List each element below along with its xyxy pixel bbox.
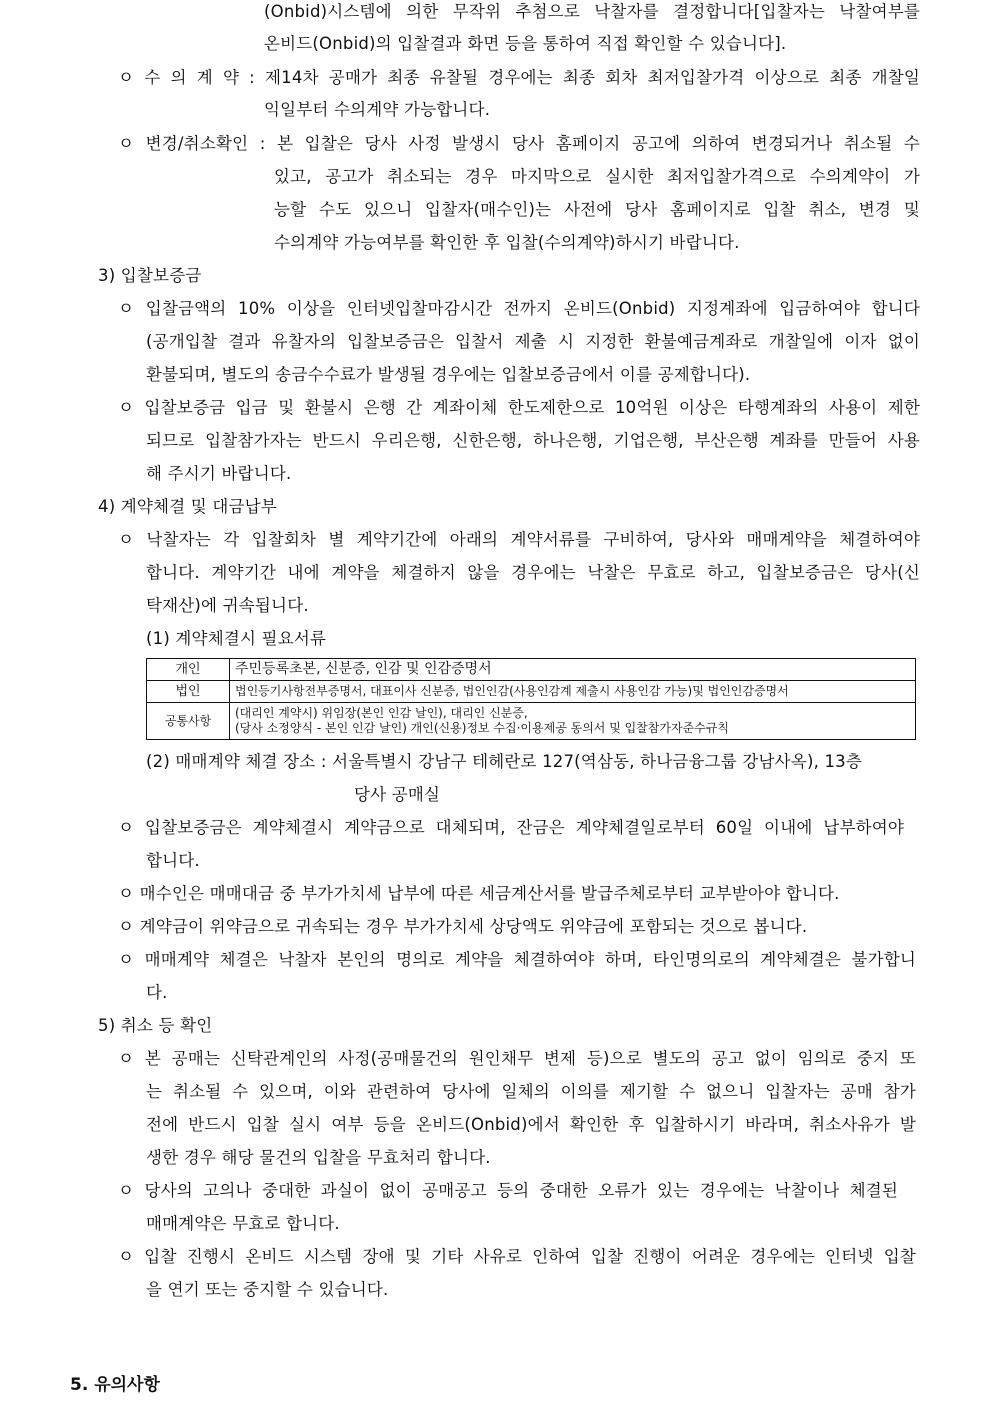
text-line: 당사 공매실: [354, 785, 441, 804]
text-line: 익일부터 수의계약 가능합니다.: [264, 100, 491, 119]
subsection-heading: 4) 계약체결 및 대금납부: [98, 497, 277, 516]
list-item: ㅇ 입찰보증금 입금 및 환불시 은행 간 계좌이체 한도제한으로 10억원 이상은 타행계좌의 사용이 제한: [118, 398, 920, 417]
table-row: [147, 681, 916, 703]
text-line: 합니다.: [146, 851, 200, 870]
required-documents-table: [146, 658, 916, 740]
text-line: 전에 반드시 입찰 실시 여부 등을 온비드(Onbid)에서 확인한 후 입찰하시기 바라며, 취소사유가 발: [146, 1115, 916, 1134]
list-item: ㅇ 당사의 고의나 중대한 과실이 없이 공매공고 등의 중대한 오류가 있는 경우에는 낙찰이나 체결된: [118, 1181, 898, 1200]
table-row: [147, 703, 916, 740]
table-cell-line: (당사 소정양식 - 본인 인감 날인) 개인(신용)정보 수집·이용제공 동의서 및 입찰참가자준수규칙: [235, 721, 729, 735]
list-item: ㅇ 매매계약 체결은 낙찰자 본인의 명의로 계약을 체결하여야 하며, 타인명의로의 계약체결은 불가합니: [118, 950, 916, 969]
text-line: 합니다. 계약기간 내에 계약을 체결하지 않을 경우에는 낙찰은 무효로 하고, 입찰보증금은 당사(신: [146, 563, 920, 582]
text-line: 을 연기 또는 중지할 수 있습니다.: [146, 1280, 389, 1299]
text-line: 탁재산)에 귀속됩니다.: [146, 596, 309, 615]
text-line: 다.: [146, 983, 168, 1002]
text-line: 온비드(Onbid)의 입찰결과 화면 등을 통하여 직접 확인할 수 있습니다].: [264, 34, 787, 53]
list-item-suui: ㅇ 수 의 계 약 : 제14차 공매가 최종 유찰될 경우에는 최종 회차 최저입찰가격 이상으로 최종 개찰일: [118, 68, 920, 87]
list-item: ㅇ 입찰 진행시 온비드 시스템 장애 및 기타 사유로 인하여 입찰 진행이 어려운 경우에는 인터넷 입찰: [118, 1247, 916, 1266]
text-line: (공개입찰 결과 유찰자의 입찰보증금은 입찰서 제출 시 지정한 환불예금계좌로 개찰일에 이자 없이: [146, 332, 920, 351]
text-line: 환불되며, 별도의 송금수수료가 발생될 경우에는 입찰보증금에서 이를 공제합니다).: [146, 365, 751, 384]
section-title: 5. 유의사항: [70, 1375, 160, 1395]
list-item: ㅇ 계약금이 위약금으로 귀속되는 경우 부가가치세 상당액도 위약금에 포함되는 것으로 봅니다.: [118, 917, 808, 936]
table-row: [147, 659, 916, 681]
table-cell: [230, 703, 916, 740]
table-cell: 개인: [147, 659, 230, 681]
subsection-heading: 5) 취소 등 확인: [98, 1016, 213, 1035]
list-item: ㅇ 매수인은 매매대금 중 부가가치세 납부에 따른 세금계산서를 발급주체로부터 교부받아야 합니다.: [118, 884, 840, 903]
text-line: 수의계약 가능여부를 확인한 후 입찰(수의계약)하시기 바랍니다.: [274, 233, 740, 252]
text-line: 해 주시기 바랍니다.: [146, 464, 292, 483]
table-cell: 법인등기사항전부증명서, 대표이사 신분증, 법인인감(사용인감계 제출시 사용인감 가능)및 법인인감증명서: [230, 681, 916, 703]
text-line: 있고, 공고가 취소되는 경우 마지막으로 실시한 최저입찰가격으로 수의계약이 가: [274, 167, 920, 186]
table-cell: 공통사항: [147, 703, 230, 740]
text-line: (Onbid)시스템에 의한 무작위 추첨으로 낙찰자를 결정합니다[입찰자는 낙찰여부를: [264, 2, 920, 21]
text-line: 생한 경우 해당 물건의 입찰을 무효처리 합니다.: [146, 1148, 491, 1167]
text-line: 매매계약은 무효로 합니다.: [146, 1214, 340, 1233]
table-cell: 법인: [147, 681, 230, 703]
subsection-heading: 3) 입찰보증금: [98, 266, 202, 285]
text-line: 능할 수도 있으니 입찰자(매수인)는 사전에 당사 홈페이지로 입찰 취소, 변경 및: [274, 200, 920, 219]
text-line: (2) 매매계약 체결 장소 : 서울특별시 강남구 테헤란로 127(역삼동, 하나금융그룹 강남사옥), 13층: [146, 752, 863, 771]
list-item-change: ㅇ 변경/취소확인 : 본 입찰은 당사 사정 발생시 당사 홈페이지 공고에 의하여 변경되거나 취소될 수: [118, 134, 920, 153]
text-line: 는 취소될 수 있으며, 이와 관련하여 당사에 일체의 이의를 제기할 수 없으니 입찰자는 공매 참가: [146, 1082, 916, 1101]
text-line: 되므로 입찰참가자는 반드시 우리은행, 신한은행, 하나은행, 기업은행, 부산은행 계좌를 만들어 사용: [146, 431, 920, 450]
list-item: ㅇ 낙찰자는 각 입찰회차 별 계약기간에 아래의 계약서류를 구비하여, 당사와 매매계약을 체결하여야: [118, 530, 920, 549]
table-cell-line: (대리인 계약시) 위임장(본인 인감 날인), 대리인 신분증,: [235, 706, 528, 720]
list-item: ㅇ 입찰금액의 10% 이상을 인터넷입찰마감시간 전까지 온비드(Onbid) 지정계좌에 입금하여야 합니다: [118, 299, 920, 318]
list-item: ㅇ 본 공매는 신탁관계인의 사정(공매물건의 원인채무 변제 등)으로 별도의 공고 없이 임의로 중지 또: [118, 1049, 916, 1068]
list-item: ㅇ 입찰보증금은 계약체결시 계약금으로 대체되며, 잔금은 계약체결일로부터 60일 이내에 납부하여야: [118, 818, 904, 837]
table-cell: 주민등록초본, 신분증, 인감 및 인감증명서: [230, 659, 916, 681]
text-line: (1) 계약체결시 필요서류: [146, 629, 327, 648]
